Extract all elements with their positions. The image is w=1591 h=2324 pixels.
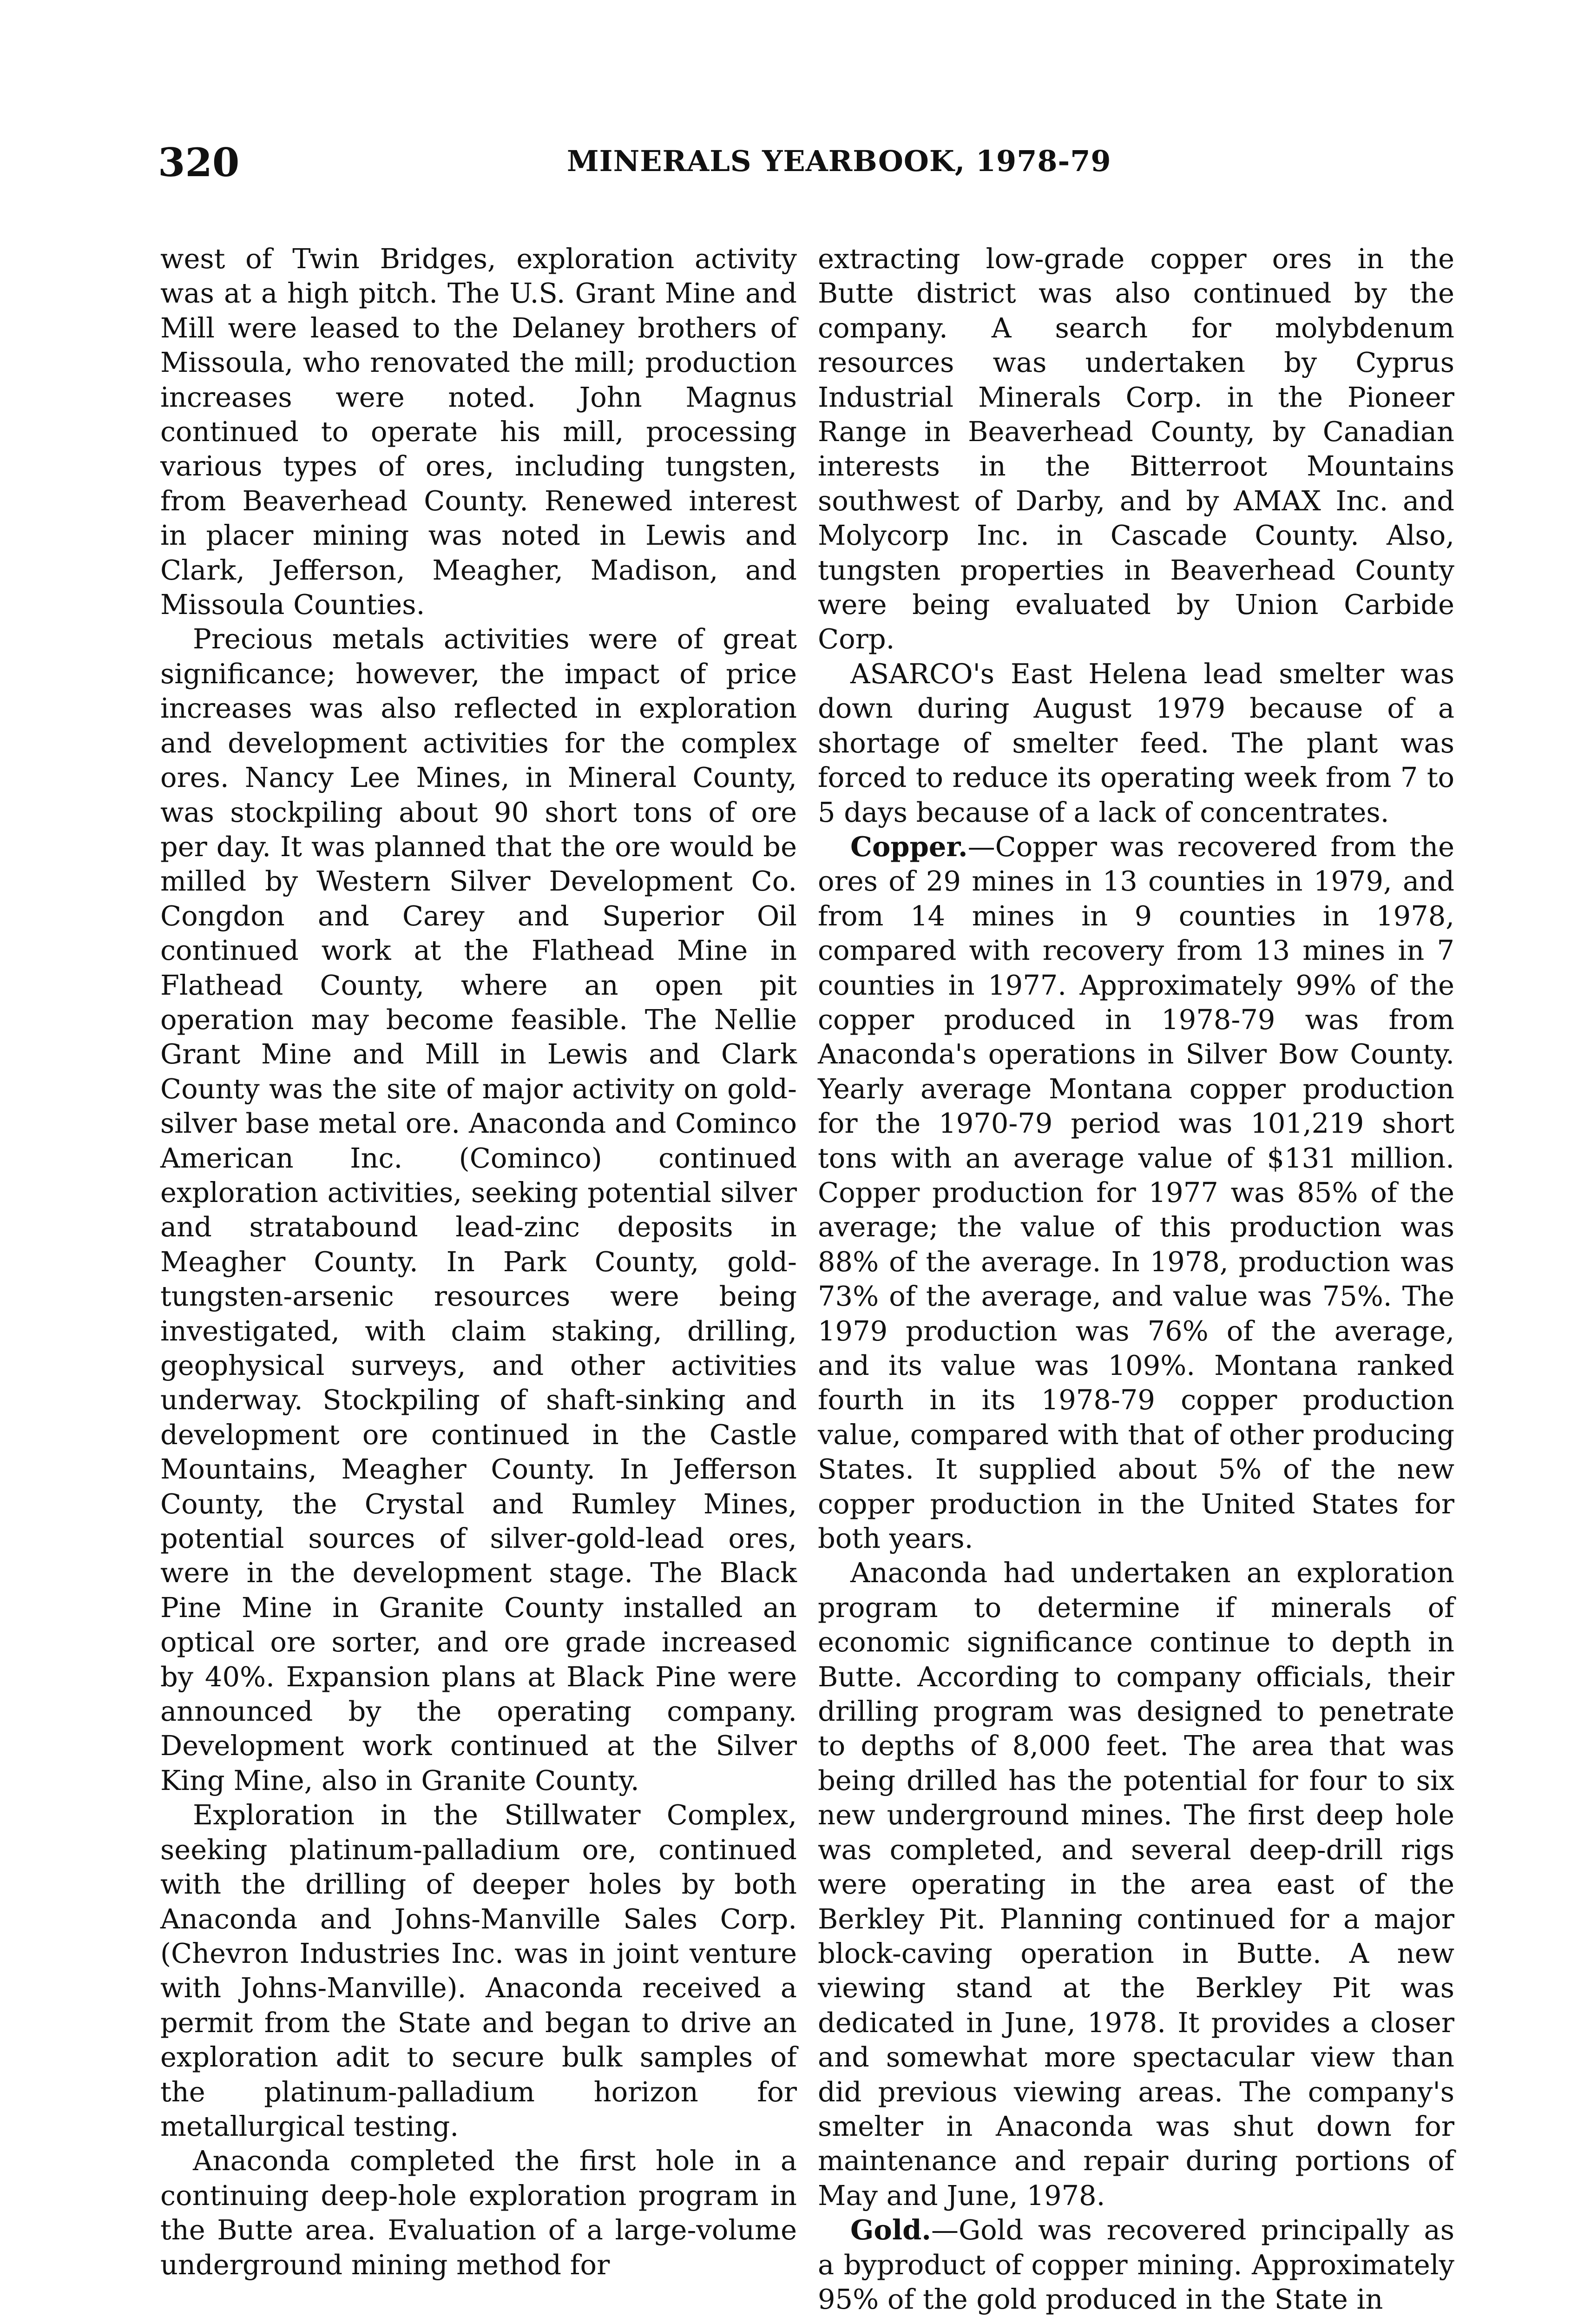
- paragraph-text: west of Twin Bridges, exploration activity was at a high pitch. The U.S. Grant Mine and Mill were leased to the Delaney brothers of Missoula, who renovated the mill; production increases were noted. John Magnus continued to operate his mill, processing various types of ores, including tungsten, from Beaverhead County. Renewed interest in placer mining was noted in Lewis and Clark, Jefferson, Meagher, Madison, and Missoula Counties.: [160, 243, 797, 621]
- paragraph: [160, 242, 797, 622]
- paragraph: [818, 657, 1454, 830]
- left-column: [160, 242, 797, 2282]
- page-number: 320: [158, 139, 240, 185]
- paragraph-copper: [818, 830, 1454, 1556]
- paragraph: [818, 242, 1454, 657]
- paragraph-text: Precious metals activities were of great significance; however, the impact of price increases was also reflected in exploration and development activities for the complex ores. Nancy Lee Mines, in Mineral County, was stockpiling about 90 short tons of ore per day. It was planned that the ore would be milled by Western Silver Development Co. Congdon and Carey and Superior Oil continued work at the Flathead Mine in Flathead County, where an open pit operation may become feasible. The Nellie Grant Mine and Mill in Lewis and Clark County was the site of major activity on gold-silver base metal ore. Anaconda and Cominco American Inc. (Cominco) continued exploration activities, seeking potential silver and stratabound lead-zinc deposits in Meagher County. In Park County, gold-tungsten-arsenic resources were being investigated, with claim staking, drilling, geophysical surveys, and other activities underway. Stockpiling of shaft-sinking and development ore continued in the Castle Mountains, Meagher County. In Jefferson County, the Crystal and Rumley Mines, potential sources of silver-gold-lead ores, were in the development stage. The Black Pine Mine in Granite County installed an optical ore sorter, and ore grade increased by 40%. Expansion plans at Black Pine were announced by the operating company. Development work continued at the Silver King Mine, also in Granite County.: [160, 623, 797, 1796]
- paragraph-text: Anaconda had undertaken an exploration program to determine if minerals of economic significance continue to depth in Butte. According to company officials, their drilling program was designed to penetrate to depths of 8,000 feet. The area that was being drilled has the potential for four to six new underground mines. The first deep hole was completed, and several deep-drill rigs were operating in the area east of the Berkley Pit. Planning continued for a major block-caving operation in Butte. A new viewing stand at the Berkley Pit was dedicated in June, 1978. It provides a closer and somewhat more spectacular view than did previous viewing areas. The company's smelter in Anaconda was shut down for maintenance and repair during portions of May and June, 1978.: [818, 1557, 1454, 2212]
- paragraph-text: ASARCO's East Helena lead smelter was down during August 1979 because of a shortage of smelter feed. The plant was forced to reduce its operating week from 7 to 5 days because of a lack of concentrates.: [818, 657, 1454, 828]
- section-heading-gold: Gold.: [850, 2214, 931, 2246]
- paragraph-gold: [818, 2213, 1454, 2317]
- page-header: [158, 139, 1431, 195]
- paragraph-text: Anaconda completed the first hole in a continuing deep-hole exploration program in the Butte area. Evaluation of a large-volume underground mining method for: [160, 2145, 797, 2281]
- paragraph-text: —Gold was recovered principally as a byproduct of copper mining. Approximately 95% of the gold produced in the State in: [818, 2214, 1454, 2315]
- running-head: MINERALS YEARBOOK, 1978-79: [567, 144, 1111, 178]
- paragraph-text: Exploration in the Stillwater Complex, seeking platinum-palladium ore, continued with the drilling of deeper holes by both Anaconda and Johns-Manville Sales Corp. (Chevron Industries Inc. was in joint venture with Johns-Manville). Anaconda received a permit from the State and began to drive an exploration adit to secure bulk samples of the platinum-palladium horizon for metallurgical testing.: [160, 1799, 797, 2142]
- paragraph: [160, 2144, 797, 2282]
- right-column: [818, 242, 1454, 2317]
- paragraph-text: extracting low-grade copper ores in the Butte district was also continued by the company. A search for molybdenum resources was undertaken by Cyprus Industrial Minerals Corp. in the Pioneer Range in Beaverhead County, by Canadian interests in the Bitterroot Mountains southwest of Darby, and by AMAX Inc. and Molycorp Inc. in Cascade County. Also, tungsten properties in Beaverhead County were being evaluated by Union Carbide Corp.: [818, 243, 1454, 655]
- paragraph: [160, 622, 797, 1798]
- paragraph-text: —Copper was recovered from the ores of 29 mines in 13 counties in 1979, and from 14 mines in 9 counties in 1978, compared with recovery from 13 mines in 7 counties in 1977. Approximately 99% of the copper produced in 1978-79 was from Anaconda's operations in Silver Bow County. Yearly average Montana copper production for the 1970-79 period was 101,219 short tons with an average value of $131 million. Copper production for 1977 was 85% of the average; the value of this production was 88% of the average. In 1978, production was 73% of the average, and value was 75%. The 1979 production was 76% of the average, and its value was 109%. Montana ranked fourth in its 1978-79 copper production value, compared with that of other producing States. It supplied about 5% of the new copper production in the United States for both years.: [818, 830, 1454, 1555]
- section-heading-copper: Copper.: [850, 830, 968, 863]
- paragraph: [818, 1556, 1454, 2213]
- paragraph: [160, 1798, 797, 2144]
